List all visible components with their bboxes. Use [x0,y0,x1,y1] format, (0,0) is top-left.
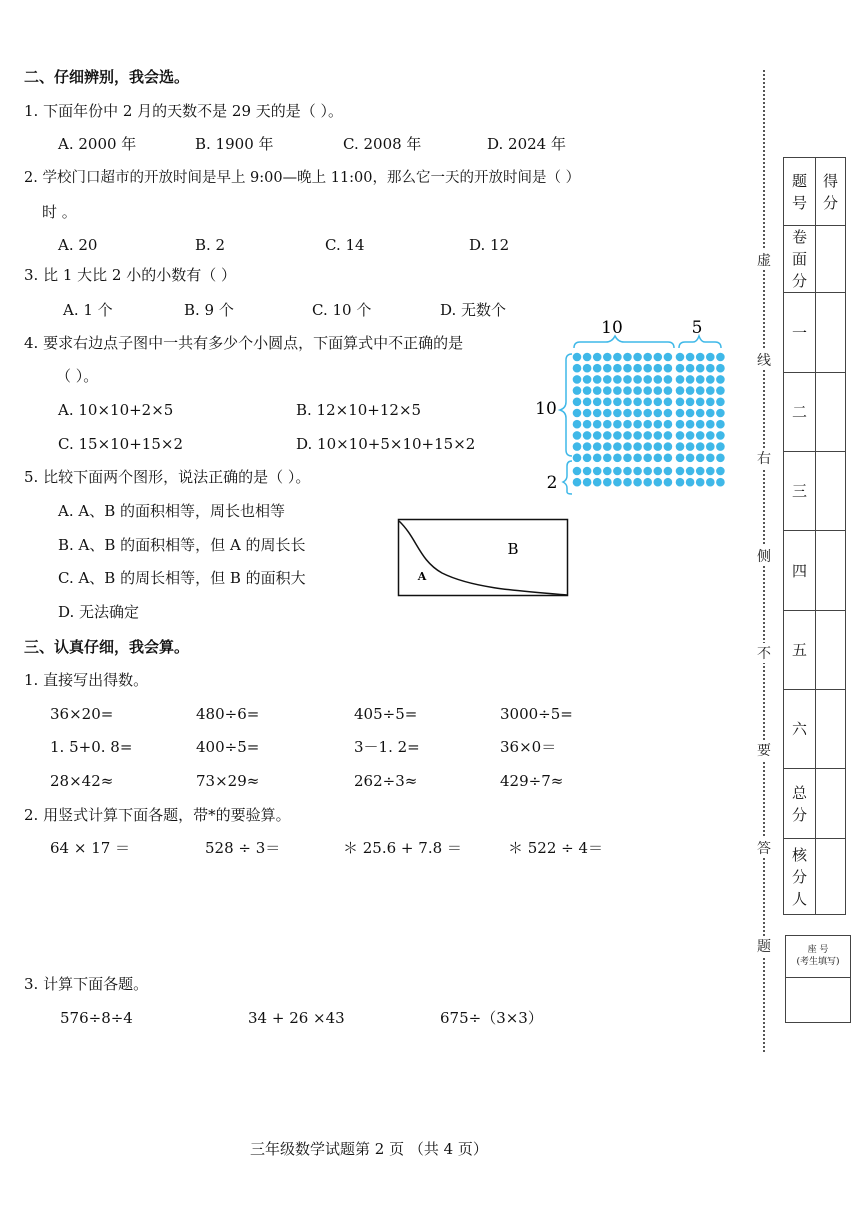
section-3-heading: 三、认真仔细，我会算。 [24,638,190,656]
dot [664,431,673,440]
dot [664,454,673,463]
dot [573,478,582,487]
dot-figure-top-label-5: 5 [691,318,703,338]
dot [686,364,695,373]
dot [643,467,652,476]
shape-label-a: A [417,570,427,583]
dot [573,454,582,463]
page-footer: 三年级数学试题第 2 页 （共 4 页） [250,1140,488,1158]
dot [573,442,582,451]
dot [716,454,725,463]
dot [633,364,642,373]
q2-option-c[interactable]: C. 14 [325,236,365,254]
dot [706,478,715,487]
dot [643,364,652,373]
question-2-stem: 2. 学校门口超市的开放时间是早上 9:00—晚上 11:00，那么它一天的开放时间是（ ） [24,170,581,186]
question-4-stem-cont: （ ）。 [56,367,99,385]
dot [623,467,632,476]
q4-option-d[interactable]: D. 10×10+5×10+15×2 [296,435,476,453]
dot [686,431,695,440]
dot [633,454,642,463]
dot [633,420,642,429]
dot [633,478,642,487]
binding-char-7: 答 [756,838,772,858]
dot [696,364,705,373]
dot [633,375,642,384]
question-5-stem: 5. 比较下面两个图形，说法正确的是（ ）。 [24,468,311,486]
score-row-label-4: 四 [784,531,816,611]
dot [716,398,725,407]
score-row-label-1: 一 [784,293,816,373]
dot [676,364,685,373]
binding-char-1: 虚 [756,250,772,270]
dot [676,375,685,384]
dot [583,353,592,362]
q4-option-a[interactable]: A. 10×10+2×5 [58,401,174,419]
dot [654,454,663,463]
dot [643,375,652,384]
dot [573,431,582,440]
score-cell-checker[interactable] [816,839,846,915]
seat-number-field[interactable] [786,978,850,1021]
dot [613,409,622,418]
calc-2-2: 400÷5= [196,738,260,756]
score-row-label-neatness: 卷面分 [784,226,816,293]
vertical-calc-2: 528 ÷ 3＝ [205,839,281,857]
dot [613,478,622,487]
dot [573,353,582,362]
dot [623,420,632,429]
dot [583,375,592,384]
dot [633,409,642,418]
dot [613,454,622,463]
binding-char-3: 右 [756,448,772,468]
vertical-calc-1: 64 × 17 ＝ [50,839,131,857]
dot [706,431,715,440]
dot [716,353,725,362]
dot [623,431,632,440]
dot [664,467,673,476]
dot [686,386,695,395]
dot [643,454,652,463]
seat-number-box [785,935,851,1023]
q1-option-a[interactable]: A. 2000 年 [58,135,137,153]
q3-option-a[interactable]: A. 1 个 [63,301,113,319]
dot [633,353,642,362]
dot [643,398,652,407]
dot [706,398,715,407]
dot [676,478,685,487]
q5-option-a[interactable]: A. A、B 的面积相等，周长也相等 [58,502,285,520]
dot [593,442,602,451]
dot [686,478,695,487]
q2-option-d[interactable]: D. 12 [469,236,510,254]
dot [716,431,725,440]
dot [623,353,632,362]
calc-3-3: 262÷3≈ [354,772,418,790]
dot [583,386,592,395]
shape-label-b: B [507,540,519,558]
dot [623,409,632,418]
q2-option-a[interactable]: A. 20 [58,236,98,254]
dot [603,398,612,407]
dot [583,454,592,463]
calc-2-3: 3－1. 2= [354,738,420,756]
dot [654,375,663,384]
dot [676,431,685,440]
dot [716,420,725,429]
dot [573,467,582,476]
calc-3-2: 73×29≈ [196,772,260,790]
calc-3-4: 429÷7≈ [500,772,564,790]
dot [696,431,705,440]
binding-char-8: 题 [756,936,772,956]
q2-option-b[interactable]: B. 2 [195,236,226,254]
dot [664,375,673,384]
dot [716,386,725,395]
dot [676,467,685,476]
dot [654,478,663,487]
dot [603,442,612,451]
dot [654,442,663,451]
dot [664,442,673,451]
calc-1-4: 3000÷5= [500,705,573,723]
dot [583,467,592,476]
dot [613,467,622,476]
dot [716,467,725,476]
dot [633,431,642,440]
score-row-label-total: 总分 [784,769,816,839]
dot [633,386,642,395]
dot [676,353,685,362]
dot-figure-left-label-10: 10 [535,399,557,419]
dot [664,386,673,395]
calc-2-1: 1. 5+0. 8= [50,738,133,756]
dot [686,454,695,463]
dot [716,409,725,418]
dot [676,398,685,407]
dot [664,420,673,429]
score-cell-6[interactable] [816,690,846,769]
dot [613,353,622,362]
calc-2-4: 36×0＝ [500,738,557,756]
dot [686,420,695,429]
score-row-label-checker: 核分人 [784,839,816,915]
score-cell-1[interactable] [816,293,846,373]
question-1-stem: 1. 下面年份中 2 月的天数不是 29 天的是（ ）。 [24,102,344,120]
score-table [783,157,846,915]
dot [706,364,715,373]
binding-char-2: 线 [756,350,772,370]
q5-option-d[interactable]: D. 无法确定 [58,603,140,621]
section-2-heading: 二、仔细辨别，我会选。 [24,68,190,86]
dot [654,353,663,362]
dot [664,398,673,407]
shape-ab-figure [397,518,571,598]
dot [686,353,695,362]
dot [603,375,612,384]
dot [573,364,582,373]
dot [593,375,602,384]
dot [573,375,582,384]
dot [654,431,663,440]
dot [664,409,673,418]
dot [643,478,652,487]
q1-option-c[interactable]: C. 2008 年 [343,135,422,153]
q3-option-c[interactable]: C. 10 个 [312,301,372,319]
score-row-label-5: 五 [784,611,816,690]
dot [696,454,705,463]
score-cell-3[interactable] [816,452,846,531]
score-row-label-3: 三 [784,452,816,531]
dot [603,478,612,487]
dot [696,420,705,429]
dot [593,364,602,373]
mixed-calc-3: 675÷（3×3） [440,1009,543,1027]
dot [696,467,705,476]
dot [654,467,663,476]
dot [593,353,602,362]
question-3-stem: 3. 比 1 大比 2 小的小数有（ ） [24,266,237,284]
dot-figure-left-label-2: 2 [546,473,558,493]
dot [583,420,592,429]
dot [593,454,602,463]
dot [623,375,632,384]
dot [686,409,695,418]
question-4-stem: 4. 要求右边点子图中一共有多少个小圆点，下面算式中不正确的是 [24,334,464,352]
dot [706,386,715,395]
dot [623,398,632,407]
dot [696,398,705,407]
q1-option-d[interactable]: D. 2024 年 [487,135,566,153]
calc-3-1: 28×42≈ [50,772,114,790]
question-2-stem-cont: 时 。 [42,203,77,221]
dot [593,420,602,429]
dot [643,442,652,451]
dot [654,364,663,373]
vertical-calc-4: ＊ 522 ÷ 4＝ [508,839,604,857]
dot [654,386,663,395]
binding-char-4: 侧 [756,546,772,566]
dot [654,409,663,418]
dot [633,467,642,476]
dot [623,442,632,451]
dot [706,442,715,451]
dot [706,467,715,476]
score-header-score: 得分 [816,158,846,226]
dot [664,478,673,487]
dot [664,353,673,362]
dot [696,375,705,384]
score-header-question-no: 题号 [784,158,816,226]
dot [593,467,602,476]
dot [603,420,612,429]
score-cell-neatness[interactable] [816,226,846,293]
dot [643,409,652,418]
dot [706,420,715,429]
dot [593,398,602,407]
calc-1-1: 36×20= [50,705,114,723]
dot [706,454,715,463]
seat-number-label: 座 号 (考生填写) [786,936,850,978]
dot [706,409,715,418]
dot [583,431,592,440]
q5-option-b[interactable]: B. A、B 的面积相等，但 A 的周长长 [58,536,306,554]
score-cell-4[interactable] [816,531,846,611]
dot [623,454,632,463]
dot [643,353,652,362]
dot [573,409,582,418]
calc-1-3: 405÷5= [354,705,418,723]
q3-option-b[interactable]: B. 9 个 [184,301,234,319]
dot [593,409,602,418]
part-3-title: 3. 计算下面各题。 [24,975,149,993]
dot [573,420,582,429]
dot [583,478,592,487]
vertical-calc-3: ＊ 25.6 + 7.8 ＝ [343,839,462,857]
mixed-calc-2: 34 + 26 ×43 [248,1009,345,1027]
dot [676,420,685,429]
dot [593,386,602,395]
dot [716,442,725,451]
dot [706,375,715,384]
dot [583,409,592,418]
dot [643,386,652,395]
dot [686,375,695,384]
dot [613,431,622,440]
dot [696,409,705,418]
dot [686,398,695,407]
dot [623,364,632,373]
dot [573,398,582,407]
score-cell-2[interactable] [816,373,846,452]
dot [696,353,705,362]
dot [716,478,725,487]
mixed-calc-1: 576÷8÷4 [60,1009,133,1027]
dot [613,386,622,395]
dot-array-figure [530,314,730,498]
dot [613,420,622,429]
dot [613,398,622,407]
dot [633,442,642,451]
dot [716,364,725,373]
dot [613,375,622,384]
binding-char-6: 要 [756,740,772,760]
dot-grid [573,353,725,487]
dot [583,398,592,407]
dot-figure-top-label-10: 10 [601,318,623,338]
dot [623,386,632,395]
score-cell-total[interactable] [816,769,846,839]
dot [613,442,622,451]
dot [686,467,695,476]
dot [643,431,652,440]
calc-1-2: 480÷6= [196,705,260,723]
dot [643,420,652,429]
score-row-label-6: 六 [784,690,816,769]
dot [696,386,705,395]
part-1-title: 1. 直接写出得数。 [24,671,149,689]
dot [676,442,685,451]
dot [603,364,612,373]
dot [593,431,602,440]
dot [603,353,612,362]
dot [654,398,663,407]
dot [623,478,632,487]
q4-option-c[interactable]: C. 15×10+15×2 [58,435,183,453]
dot [633,398,642,407]
score-cell-5[interactable] [816,611,846,690]
part-2-title: 2. 用竖式计算下面各题，带*的要验算。 [24,806,291,824]
score-row-label-2: 二 [784,373,816,452]
q5-option-c[interactable]: C. A、B 的周长相等，但 B 的面积大 [58,569,306,587]
dot [603,386,612,395]
dot [696,478,705,487]
dot [676,386,685,395]
dot [686,442,695,451]
dot [664,364,673,373]
dot [696,442,705,451]
dot [706,353,715,362]
dot [573,386,582,395]
dot [603,454,612,463]
dot [583,364,592,373]
dot [583,442,592,451]
dot [716,375,725,384]
dot [613,364,622,373]
q1-option-b[interactable]: B. 1900 年 [195,135,274,153]
dot [593,478,602,487]
dot [603,409,612,418]
binding-char-5: 不 [756,643,772,663]
dot [603,431,612,440]
dot [676,409,685,418]
dot [676,454,685,463]
dot [654,420,663,429]
q4-option-b[interactable]: B. 12×10+12×5 [296,401,422,419]
dot [603,467,612,476]
q3-option-d[interactable]: D. 无数个 [440,301,507,319]
